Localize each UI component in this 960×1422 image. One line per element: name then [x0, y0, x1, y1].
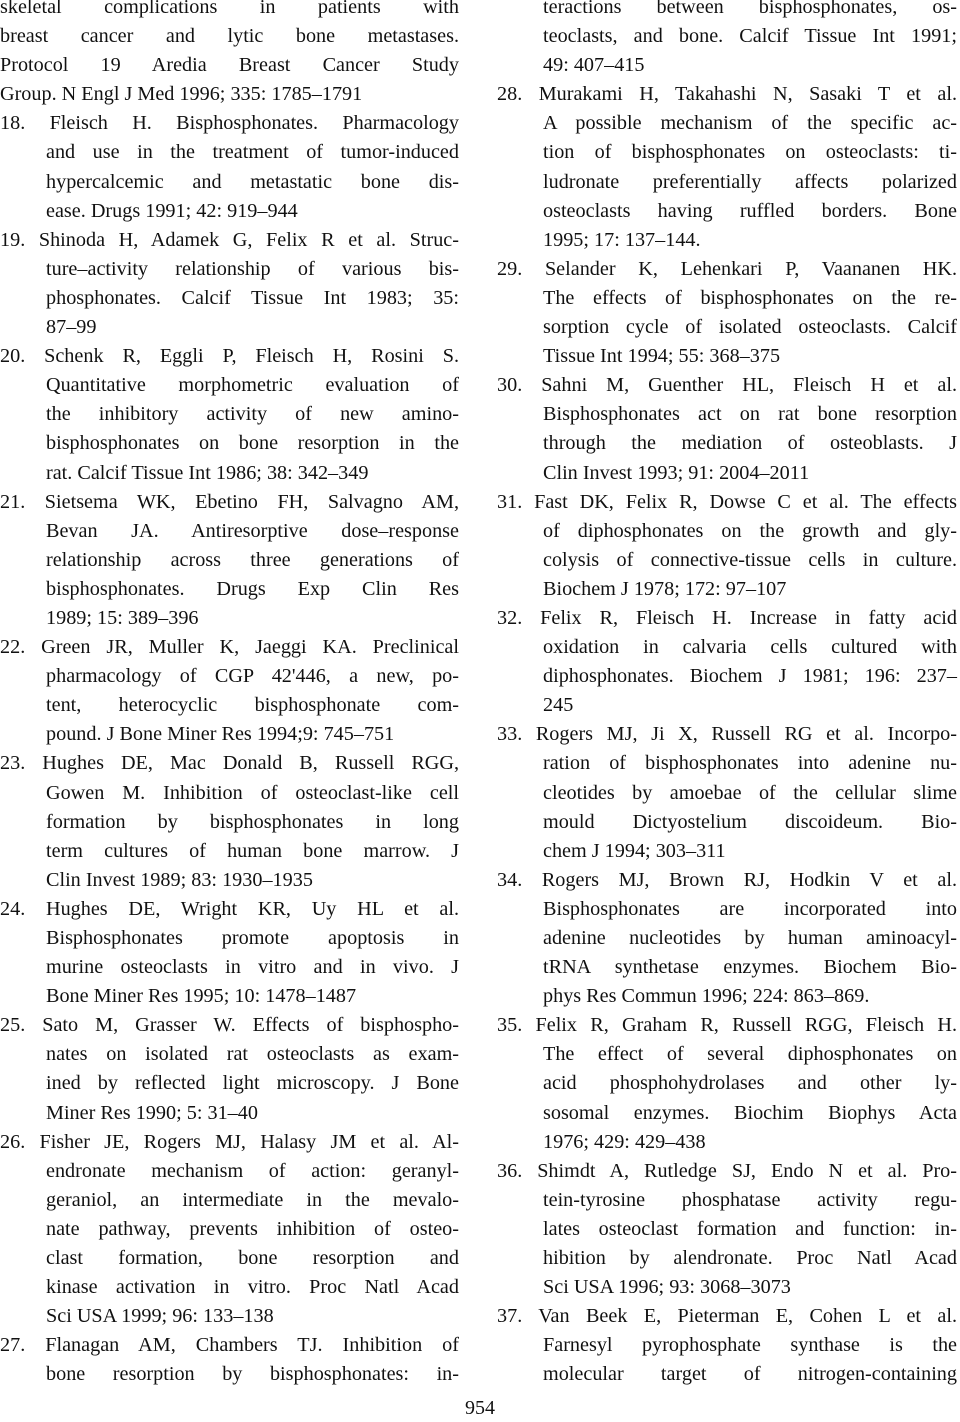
- reference-line: 19. Shinoda H, Adamek G, Felix R et al. Struc-: [0, 228, 459, 251]
- reference-line: 1995; 17: 137–144.: [543, 228, 701, 251]
- reference-line: teoclasts, and bone. Calcif Tissue Int 1991;: [543, 25, 957, 48]
- reference-line: endronate mechanism of action: geranyl-: [46, 1159, 459, 1182]
- reference-line: tent, heterocyclic bisphosphonate com-: [46, 694, 459, 717]
- reference-line: tRNA synthetase enzymes. Biochem Bio-: [543, 956, 957, 979]
- reference-line: 37. Van Beek E, Pieterman E, Cohen L et al.: [497, 1305, 957, 1328]
- reference-line: The effects of bisphosphonates on the re-: [543, 286, 957, 309]
- reference-line: phys Res Commun 1996; 224: 863–869.: [543, 985, 870, 1008]
- reference-line: nate pathway, prevents inhibition of osteo-: [46, 1217, 459, 1240]
- reference-line: tein-tyrosine phosphatase activity regu-: [543, 1188, 957, 1211]
- reference-line: bisphosphonates. Drugs Exp Clin Res: [46, 577, 459, 600]
- reference-line: Sci USA 1996; 93: 3068–3073: [543, 1276, 791, 1299]
- reference-line: diphosphonates. Biochem J 1981; 196: 237–: [543, 665, 957, 688]
- reference-line: Miner Res 1990; 5: 31–40: [46, 1101, 258, 1124]
- reference-line: 26. Fisher JE, Rogers MJ, Halasy JM et al. Al-: [0, 1130, 459, 1153]
- reference-line: 32. Felix R, Fleisch H. Increase in fatty acid: [497, 606, 957, 629]
- reference-line: mould Dictyostelium discoideum. Bio-: [543, 810, 957, 833]
- reference-line: acid phosphohydrolases and other ly-: [543, 1072, 957, 1095]
- reference-line: pharmacology of CGP 42'446, a new, po-: [46, 665, 459, 688]
- reference-line: 87–99: [46, 316, 97, 339]
- reference-line: 36. Shimdt A, Rutledge SJ, Endo N et al. Pro-: [497, 1159, 957, 1182]
- reference-line: 245: [543, 694, 574, 717]
- reference-line: skeletal complications in patients with: [0, 0, 459, 18]
- reference-line: tion of bisphosphonates on osteoclasts: ti-: [543, 141, 957, 164]
- reference-line: pound. J Bone Miner Res 1994;9: 745–751: [46, 723, 395, 746]
- reference-line: Bisphosphonates act on rat bone resorption: [543, 403, 957, 426]
- reference-line: bone resorption by bisphosphonates: in-: [46, 1363, 459, 1386]
- reference-line: Group. N Engl J Med 1996; 335: 1785–1791: [0, 83, 363, 106]
- reference-line: 25. Sato M, Grasser W. Effects of bisphospho-: [0, 1014, 459, 1037]
- reference-line: ined by reflected light microscopy. J Bone: [46, 1072, 459, 1095]
- reference-line: ration of bisphosphonates into adenine nu-: [543, 752, 957, 775]
- reference-line: Bisphosphonates promote apoptosis in: [46, 927, 459, 949]
- reference-line: term cultures of human bone marrow. J: [46, 839, 459, 862]
- page-number: 954: [465, 1397, 495, 1419]
- reference-line: and use in the treatment of tumor-induced: [46, 141, 459, 164]
- reference-line: bisphosphonates on bone resorption in the: [46, 432, 459, 455]
- reference-line: Bisphosphonates are incorporated into: [543, 897, 957, 920]
- reference-line: 28. Murakami H, Takahashi N, Sasaki T et al.: [497, 83, 957, 106]
- reference-line: 1989; 15: 389–396: [46, 606, 199, 629]
- reference-line: breast cancer and lytic bone metastases.: [0, 25, 459, 48]
- reference-line: A possible mechanism of the specific ac-: [543, 112, 957, 135]
- reference-line: phosphonates. Calcif Tissue Int 1983; 35:: [46, 286, 459, 309]
- reference-line: sosomal enzymes. Biochim Biophys Acta: [543, 1101, 957, 1124]
- reference-line: molecular target of nitrogen-containing: [543, 1363, 957, 1386]
- reference-line: Bevan JA. Antiresorptive dose–response: [46, 519, 459, 542]
- reference-line: oxidation in calvaria cells cultured with: [543, 636, 957, 659]
- reference-line: 35. Felix R, Graham R, Russell RGG, Fleisch H.: [497, 1014, 957, 1037]
- reference-line: teractions between bisphosphonates, os-: [543, 0, 957, 18]
- reference-line: nates on isolated rat osteoclasts as exam-: [46, 1043, 459, 1066]
- reference-line: 33. Rogers MJ, Ji X, Russell RG et al. Incorpo-: [497, 723, 957, 746]
- reference-line: ludronate preferentially affects polarized: [543, 170, 957, 193]
- reference-line: 29. Selander K, Lehenkari P, Vaananen HK.: [497, 257, 957, 280]
- reference-line: 27. Flanagan AM, Chambers TJ. Inhibition of: [0, 1334, 459, 1357]
- reference-line: through the mediation of osteoblasts. J: [543, 432, 957, 455]
- reference-line: formation by bisphosphonates in long: [46, 810, 459, 833]
- reference-line: Quantitative morphometric evaluation of: [46, 374, 459, 397]
- reference-line: Bone Miner Res 1995; 10: 1478–1487: [46, 985, 357, 1008]
- reference-line: Tissue Int 1994; 55: 368–375: [543, 345, 781, 368]
- reference-line: hypercalcemic and metastatic bone dis-: [46, 170, 459, 193]
- reference-line: lates osteoclast formation and function: in-: [543, 1217, 957, 1240]
- reference-line: Gowen M. Inhibition of osteoclast-like cell: [46, 781, 459, 804]
- reference-line: 22. Green JR, Muller K, Jaeggi KA. Preclinical: [0, 636, 459, 659]
- reference-line: 18. Fleisch H. Bisphosphonates. Pharmacology: [0, 112, 459, 135]
- reference-line: 30. Sahni M, Guenther HL, Fleisch H et al.: [497, 374, 957, 397]
- reference-line: 31. Fast DK, Felix R, Dowse C et al. The effects: [497, 490, 957, 513]
- reference-line: Sci USA 1999; 96: 133–138: [46, 1305, 274, 1328]
- reference-line: sorption cycle of isolated osteoclasts. Calcif: [543, 316, 957, 339]
- reference-line: Clin Invest 1989; 83: 1930–1935: [46, 868, 313, 891]
- reference-line: colysis of connective-tissue cells in culture.: [543, 548, 957, 571]
- reference-line: relationship across three generations of: [46, 548, 459, 571]
- reference-line: hibition by alendronate. Proc Natl Acad: [543, 1247, 957, 1270]
- reference-line: osteoclasts having ruffled borders. Bone: [543, 199, 957, 222]
- reference-line: 49: 407–415: [543, 54, 645, 77]
- reference-line: 1976; 429: 429–438: [543, 1130, 706, 1153]
- references-right-column: [497, 0, 957, 1390]
- reference-line: Protocol 19 Aredia Breast Cancer Study: [0, 54, 459, 77]
- reference-line: Clin Invest 1993; 91: 2004–2011: [543, 461, 810, 484]
- reference-line: 23. Hughes DE, Mac Donald B, Russell RGG,: [0, 752, 459, 775]
- reference-line: ture–activity relationship of various bis-: [46, 257, 459, 280]
- reference-line: 24. Hughes DE, Wright KR, Uy HL et al.: [0, 897, 459, 920]
- reference-line: Biochem J 1978; 172: 97–107: [543, 577, 787, 600]
- reference-line: 20. Schenk R, Eggli P, Fleisch H, Rosini S.: [0, 345, 459, 368]
- reference-line: ease. Drugs 1991; 42: 919–944: [46, 199, 298, 222]
- reference-line: Farnesyl pyrophosphate synthase is the: [543, 1334, 957, 1357]
- reference-line: geraniol, an intermediate in the mevalo-: [46, 1188, 459, 1211]
- reference-line: adenine nucleotides by human aminoacyl-: [543, 927, 957, 949]
- reference-line: rat. Calcif Tissue Int 1986; 38: 342–349: [46, 461, 369, 484]
- reference-line: of diphosphonates on the growth and gly-: [543, 519, 957, 542]
- reference-line: chem J 1994; 303–311: [543, 839, 726, 862]
- reference-line: murine osteoclasts in vitro and in vivo. J: [46, 956, 459, 979]
- reference-line: kinase activation in vitro. Proc Natl Acad: [46, 1276, 459, 1299]
- reference-line: The effect of several diphosphonates on: [543, 1043, 957, 1066]
- references-left-column: [0, 0, 459, 1390]
- reference-line: the inhibitory activity of new amino-: [46, 403, 459, 426]
- reference-line: clast formation, bone resorption and: [46, 1247, 459, 1270]
- reference-line: 34. Rogers MJ, Brown RJ, Hodkin V et al.: [497, 868, 957, 891]
- reference-line: cleotides by amoebae of the cellular slime: [543, 781, 957, 804]
- reference-line: 21. Sietsema WK, Ebetino FH, Salvagno AM,: [0, 490, 459, 513]
